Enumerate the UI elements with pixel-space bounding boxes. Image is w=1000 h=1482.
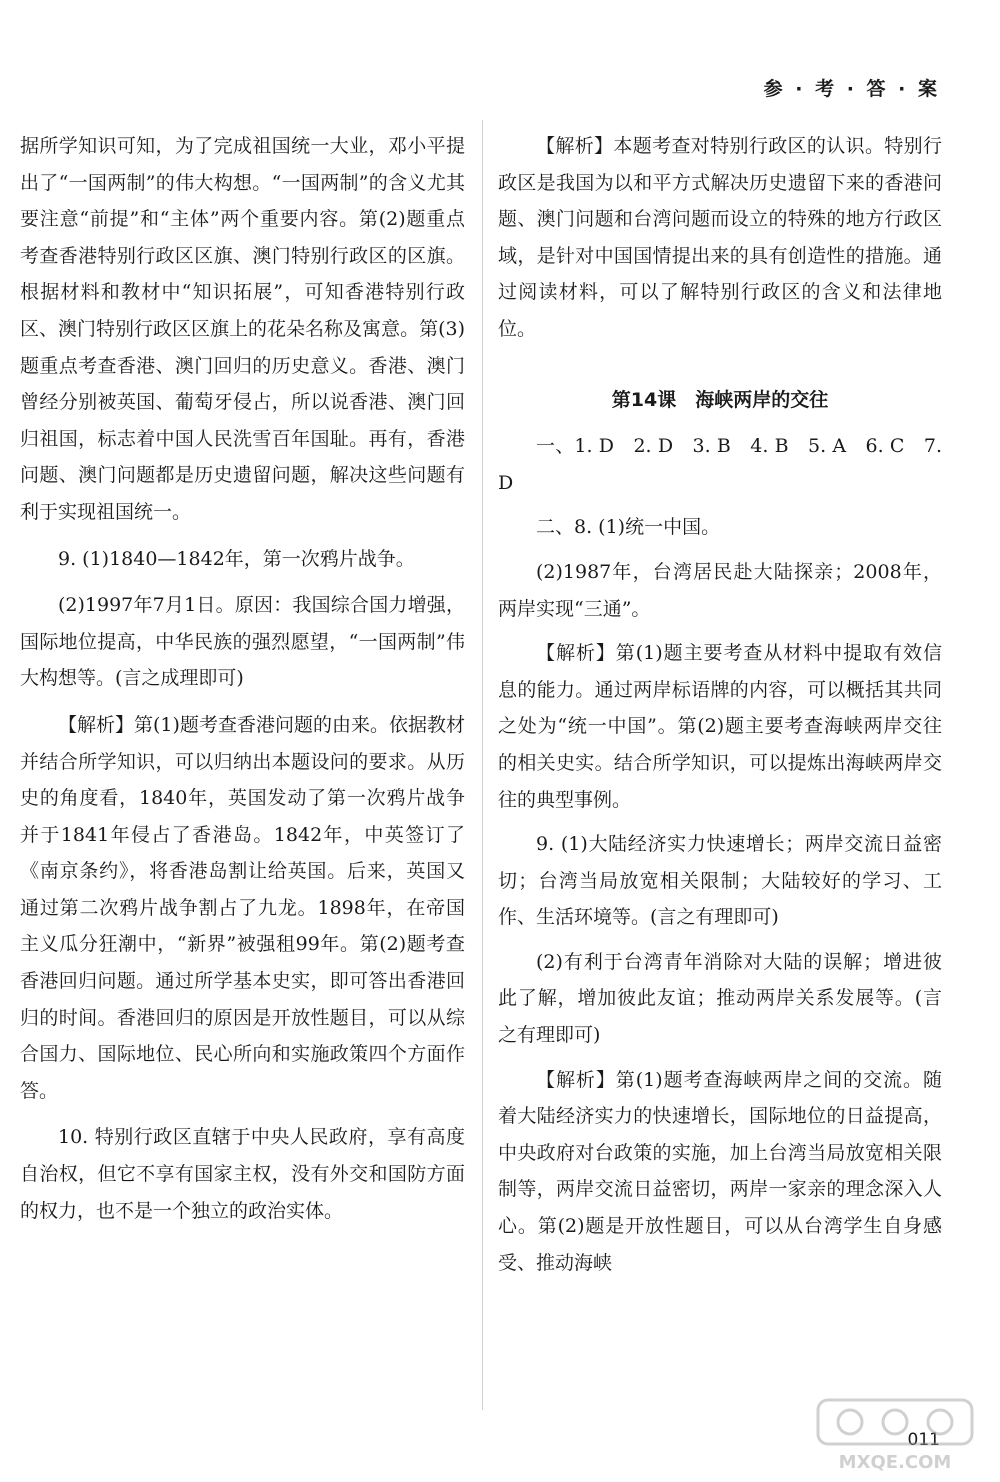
right-paragraph-1: 【解析】本题考查对特别行政区的认识。特别行政区是我国为以和平方式解决历史遗留下来的香港问题、澳门问题和台湾问题而设立的特殊的地方行政区域，是针对中国国情提出来的具有创造性的措施。通过阅读材料，可以了解特别行政区的含义和法律地位。 — [498, 135, 942, 340]
right-paragraph-6: (2)有利于台湾青年消除对大陆的误解；增进彼此了解，增加彼此友谊；推动两岸关系发展等。(言之有理即可) — [498, 950, 942, 1047]
right-paragraph-7: 【解析】第(1)题考查海峡两岸之间的交流。随着大陆经济实力的快速增长，国际地位的日益提高，中央政府对台政策的实施，加上台湾当局放宽相关限制等，两岸交流日益密切，两岸一家亲的理念深入人心。第(2)题是开放性题目，可以从台湾学生自身感受、推动海峡 — [498, 1068, 942, 1274]
column-divider — [482, 120, 483, 1410]
left-paragraph-4: 【解析】第(1)题考查香港问题的由来。依据教材并结合所学知识，可以归纳出本题设问的要求。从历史的角度看，1840年，英国发动了第一次鸦片战争并于1841年侵占了香港岛。1842年，中英签订了《南京条约》，将香港岛割让给英国。后来，英国又通过第二次鸦片战争割占了九龙。1898年，在帝国主义瓜分狂潮中，“新界”被强租99年。第(2)题考查香港回归问题。通过所学基本史实，即可答出香港回归的时间。香港回归的原因是开放性题目，可以从综合国力、国际地位、民心所向和实施政策四个方面作答。 — [20, 713, 465, 1102]
page-number: 011 — [907, 1430, 940, 1450]
left-paragraph-5: 10. 特别行政区直辖于中央人民政府，享有高度自治权，但它不享有国家主权，没有外交和国防方面的权力，也不是一个独立的政治实体。 — [20, 1126, 465, 1222]
left-paragraph-1: 据所学知识可知，为了完成祖国统一大业，邓小平提出了“一国两制”的伟大构想。“一国两制”的含义尤其要注意“前提”和“主体”两个重要内容。第(2)题重点考查香港特别行政区区旗、澳门特别行政区的区旗。根据材料和教材中“知识拓展”，可知香港特别行政区、澳门特别行政区区旗上的花朵名称及寓意。第(3)题重点考查香港、澳门回归的历史意义。香港、澳门曾经分别被英国、葡萄牙侵占，所以说香港、澳门回归祖国，标志着中国人民洗雪百年国耻。再有，香港问题、澳门问题都是历史遗留问题，解决这些问题有利于实现祖国统一。 — [20, 135, 465, 523]
right-paragraph-4: 【解析】第(1)题主要考查从材料中提取有效信息的能力。通过两岸标语牌的内容，可以概括其共同之处为“统一中国”。第(2)题主要考查海峡两岸交往的相关史实。结合所学知识，可以提炼出海峡两岸交往的典型事例。 — [498, 642, 942, 811]
left-paragraph-2: 9. (1)1840—1842年，第一次鸦片战争。 — [58, 547, 415, 570]
answers-multiple-choice: 一、1. D 2. D 3. B 4. B 5. A 6. C 7. D — [498, 435, 942, 494]
left-column — [20, 128, 465, 1229]
svg-text:MXQE.COM: MXQE.COM — [838, 1452, 952, 1473]
right-column — [498, 128, 942, 1281]
watermark-logo — [810, 1396, 980, 1476]
left-paragraph-3: (2)1997年7月1日。原因：我国综合国力增强，国际地位提高，中华民族的强烈愿望，“一国两制”伟大构想等。(言之成理即可) — [20, 594, 465, 690]
right-paragraph-2: 二、8. (1)统一中国。 — [536, 516, 721, 539]
lesson-title: 第14课 海峡两岸的交往 — [611, 388, 829, 411]
right-paragraph-3: (2)1987年，台湾居民赴大陆探亲；2008年，两岸实现“三通”。 — [498, 560, 942, 620]
page-header-title: 参 · 考 · 答 · 案 — [763, 78, 940, 100]
right-paragraph-5: 9. (1)大陆经济实力快速增长；两岸交流日益密切；台湾当局放宽相关限制；大陆较好的学习、工作、生活环境等。(言之有理即可) — [498, 833, 942, 929]
